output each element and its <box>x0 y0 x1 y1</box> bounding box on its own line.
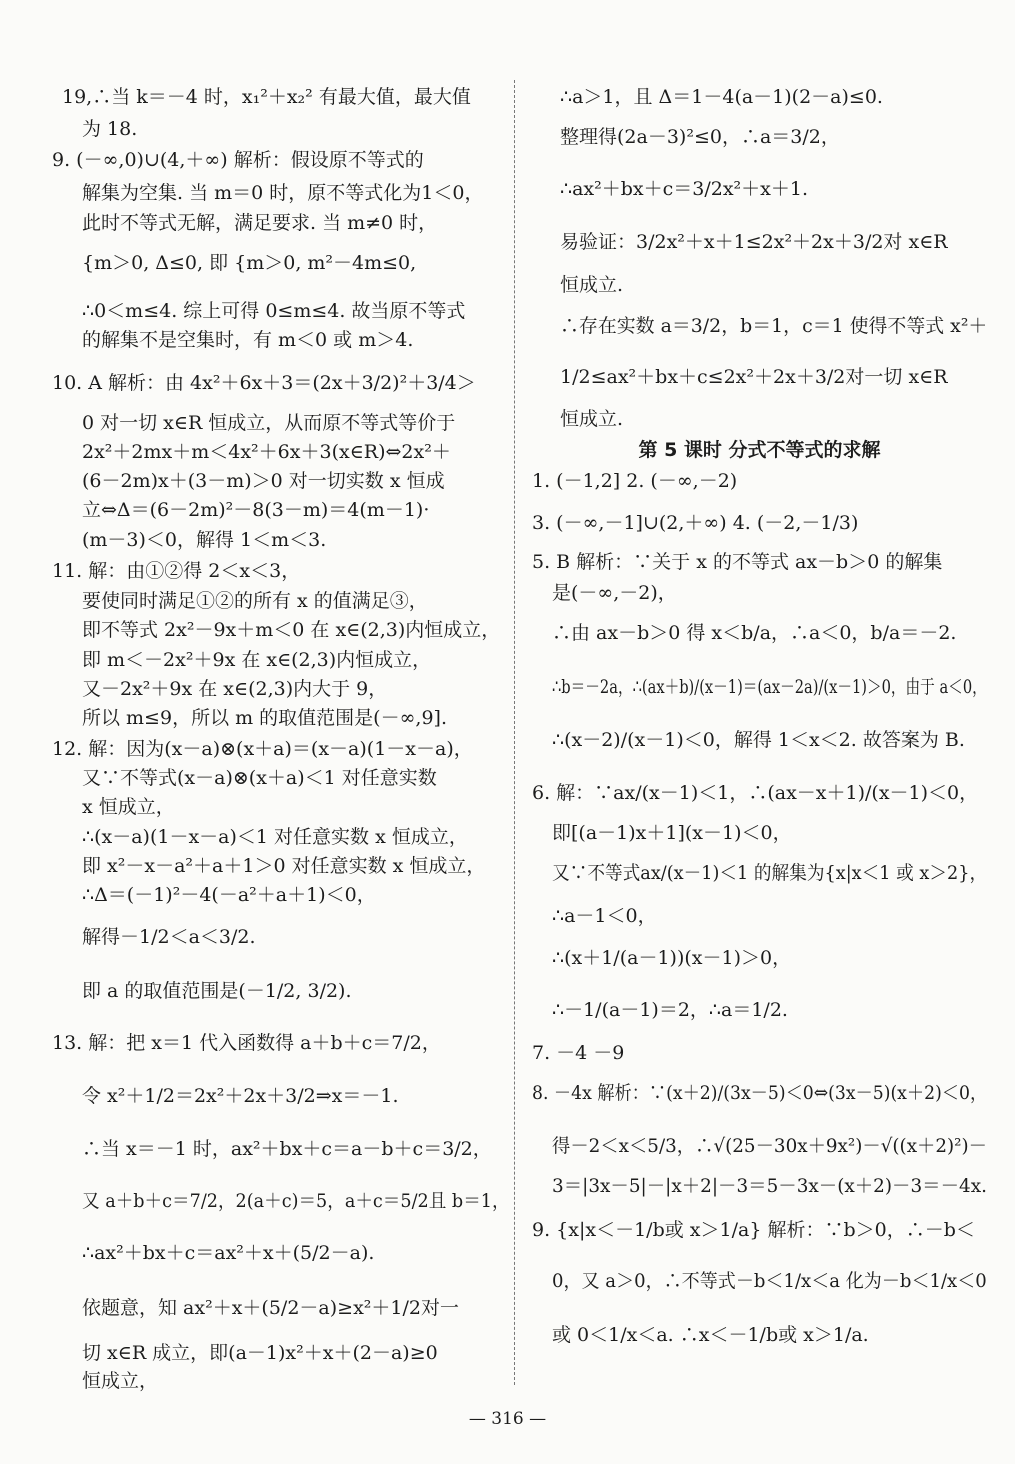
section-heading: 第 5 课时 分式不等式的求解 <box>638 439 881 461</box>
text-line: ∴(x－2)/(x－1)＜0，解得 1＜x＜2. 故答案为 B. <box>552 729 965 751</box>
text-line: (6－2m)x＋(3－m)＞0 对一切实数 x 恒成 <box>82 470 445 492</box>
text-line: 12. 解：因为(x－a)⊗(x＋a)＝(x－a)(1－x－a)， <box>52 738 473 760</box>
text-line: 得－2＜x＜5/3，∴√(25－30x＋9x²)－√((x＋2)²)－ <box>552 1135 987 1157</box>
text-line: (m－3)＜0，解得 1＜m＜3. <box>82 529 327 551</box>
text-line: 立⇔Δ＝(6－2m)²－8(3－m)＝4(m－1)· <box>82 499 430 521</box>
text-line: 恒成立. <box>560 274 624 296</box>
text-line: 解集为空集. 当 m＝0 时，原不等式化为1＜0， <box>82 182 484 204</box>
text-line: 又∵不等式(x－a)⊗(x＋a)＜1 对任意实数 <box>82 767 437 789</box>
text-line: 恒成立. <box>560 408 624 430</box>
text-line: 1/2≤ax²＋bx＋c≤2x²＋2x＋3/2对一切 x∈R <box>560 366 948 388</box>
text-line: 10. A 解析：由 4x²＋6x＋3＝(2x＋3/2)²＋3/4＞ <box>52 372 476 394</box>
text-line: 的解集不是空集时，有 m＜0 或 m＞4. <box>82 329 414 351</box>
text-line: 5. B 解析：∵关于 x 的不等式 ax－b＞0 的解集 <box>532 551 943 573</box>
text-line: 依题意，知 ax²＋x＋(5/2－a)≥x²＋1/2对一 <box>82 1297 459 1319</box>
text-line: 或 0＜1/x＜a. ∴x＜－1/b或 x＞1/a. <box>552 1324 869 1346</box>
text-line: 又∵不等式ax/(x－1)＜1 的解集为{x|x＜1 或 x＞2}， <box>552 862 988 884</box>
text-line: 又 a＋b＋c＝7/2，2(a＋c)＝5，a＋c＝5/2且 b＝1， <box>82 1190 510 1212</box>
text-line: ∴b＝－2a，∴(ax＋b)/(x－1)＝(ax－2a)/(x－1)＞0，由于 a＜0， <box>552 676 987 698</box>
text-line: 3＝|3x－5|－|x＋2|－3＝5－3x－(x＋2)－3＝－4x. <box>552 1175 987 1197</box>
text-line: 要使同时满足①②的所有 x 的值满足③， <box>82 590 428 612</box>
text-line: 6. 解：∵ax/(x－1)＜1，∴(ax－x＋1)/(x－1)＜0， <box>532 782 979 804</box>
text-line: ∴(x－a)(1－x－a)＜1 对任意实数 x 恒成立， <box>82 826 468 848</box>
text-line: 即不等式 2x²－9x＋m＜0 在 x∈(2,3)内恒成立， <box>82 619 501 641</box>
text-line: 9. {x|x＜－1/b或 x＞1/a} 解析：∵b＞0，∴－b＜ <box>532 1219 975 1241</box>
text-line: ∴ax²＋bx＋c＝ax²＋x＋(5/2－a). <box>82 1242 375 1264</box>
text-line: 即 m＜－2x²＋9x 在 x∈(2,3)内恒成立， <box>82 649 432 671</box>
column-divider <box>514 80 515 1385</box>
text-line: 3. (－∞,－1]∪(2,＋∞) 4. (－2,－1/3) <box>532 512 859 534</box>
text-line: ∴Δ＝(－1)²－4(－a²＋a＋1)＜0， <box>82 884 376 906</box>
text-line: 恒成立， <box>82 1370 159 1392</box>
text-line: 19,∴当 k＝－4 时，x₁²＋x₂² 有最大值，最大值 <box>62 86 471 108</box>
text-line: x 恒成立， <box>82 796 175 818</box>
text-line: 为 18. <box>82 118 138 140</box>
text-line: 所以 m≤9，所以 m 的取值范围是(－∞,9]. <box>82 707 447 729</box>
text-line: 即 a 的取值范围是(－1/2, 3/2). <box>82 980 352 1002</box>
text-line: 2x²＋2mx＋m＜4x²＋6x＋3(x∈R)⇔2x²＋ <box>82 441 451 463</box>
text-line: 即[(a－1)x＋1](x－1)＜0， <box>552 822 792 844</box>
text-line: 7. －4 －9 <box>532 1042 625 1064</box>
text-line: ∴存在实数 a＝3/2，b＝1，c＝1 使得不等式 x²＋ <box>560 315 988 337</box>
text-line: ∴当 x＝－1 时，ax²＋bx＋c＝a－b＋c＝3/2， <box>82 1138 492 1160</box>
text-line: ∴0＜m≤4. 综上可得 0≤m≤4. 故当原不等式 <box>82 300 466 322</box>
text-line: 整理得(2a－3)²≤0，∴a＝3/2， <box>560 126 840 148</box>
page-number: — 316 — <box>468 1409 547 1429</box>
text-line: ∴(x＋1/(a－1))(x－1)＞0， <box>552 947 792 969</box>
text-line: 13. 解：把 x＝1 代入函数得 a＋b＋c＝7/2， <box>52 1032 441 1054</box>
text-line: 又－2x²＋9x 在 x∈(2,3)内大于 9， <box>82 678 388 700</box>
text-line: 0，又 a＞0，∴不等式－b＜1/x＜a 化为－b＜1/x＜0 <box>552 1270 987 1292</box>
text-line: ∴由 ax－b＞0 得 x＜b/a，∴a＜0，b/a＝－2. <box>552 622 957 644</box>
text-line: 此时不等式无解，满足要求. 当 m≠0 时， <box>82 212 438 234</box>
text-line: 1. (－1,2] 2. (－∞,－2) <box>532 470 738 492</box>
text-line: 令 x²＋1/2＝2x²＋2x＋3/2⇒x＝－1. <box>82 1085 399 1107</box>
text-line: 0 对一切 x∈R 恒成立，从而原不等式等价于 <box>82 412 456 434</box>
text-line: 是(－∞,－2)， <box>552 582 677 604</box>
text-line: 切 x∈R 成立，即(a－1)x²＋x＋(2－a)≥0 <box>82 1342 438 1364</box>
text-line: ∴a－1＜0， <box>552 905 657 927</box>
text-line: 即 x²－x－a²＋a＋1＞0 对任意实数 x 恒成立， <box>82 855 486 877</box>
text-line: 8. －4x 解析：∵(x＋2)/(3x－5)＜0⇔(3x－5)(x＋2)＜0， <box>532 1082 988 1104</box>
text-line: 解得－1/2＜a＜3/2. <box>82 926 256 948</box>
text-line: 11. 解：由①②得 2＜x＜3， <box>52 560 301 582</box>
text-line: ∴a＞1，且 Δ＝1－4(a－1)(2－a)≤0. <box>560 86 883 108</box>
text-line: {m＞0, Δ≤0, 即 {m＞0, m²－4m≤0, <box>82 252 417 274</box>
text-line: ∴ax²＋bx＋c＝3/2x²＋x＋1. <box>560 178 809 200</box>
text-line: ∴－1/(a－1)＝2，∴a＝1/2. <box>552 999 788 1021</box>
text-line: 易验证：3/2x²＋x＋1≤2x²＋2x＋3/2对 x∈R <box>560 231 948 253</box>
text-line: 9. (－∞,0)∪(4,＋∞) 解析：假设原不等式的 <box>52 149 424 171</box>
